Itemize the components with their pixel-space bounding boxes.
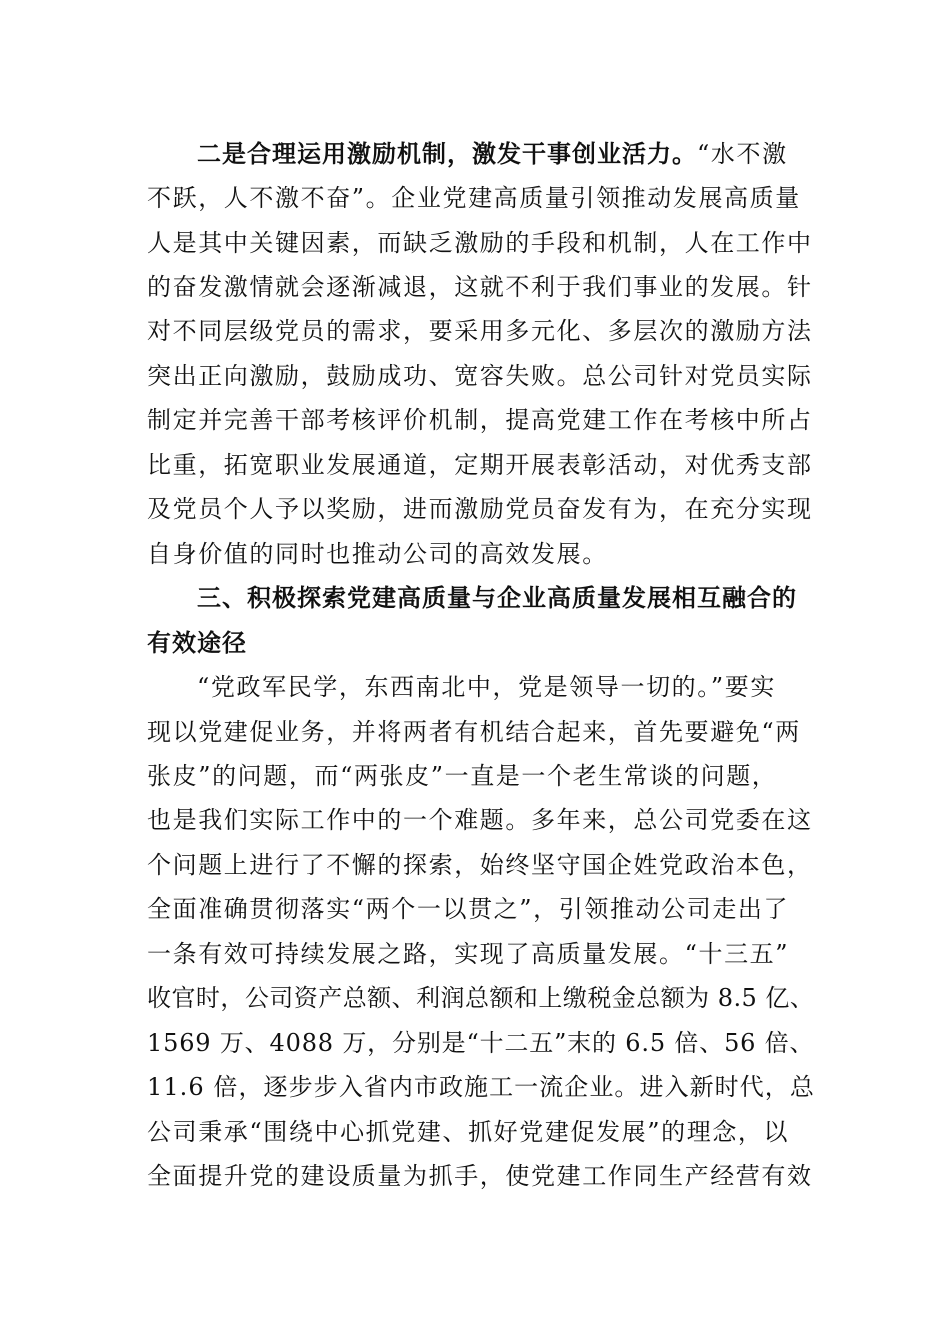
paragraph-2-line-1: “党政军民学，东西南北中，党是领导一切的。”要实 (197, 673, 776, 701)
paragraph-2-line-12: 全面提升党的建设质量为抓手，使党建工作同生产经营有效 (147, 1162, 813, 1190)
paragraph-2-line-9: 1569 万、4088 万，分别是“十二五”末的 6.5 倍、56 倍、 (147, 1029, 815, 1057)
section-heading-line-2: 有效途径 (147, 629, 247, 657)
paragraph-1-line-2: 不跃，人不激不奋”。企业党建高质量引领推动发展高质量 (147, 184, 801, 212)
paragraph-2-line-7: 一条有效可持续发展之路，实现了高质量发展。“十三五” (147, 940, 790, 968)
paragraph-1-line-4: 的奋发激情就会逐渐减退，这就不利于我们事业的发展。针 (147, 273, 813, 301)
paragraph-2-line-5: 个问题上进行了不懈的探索，始终坚守国企姓党政治本色， (147, 851, 813, 879)
paragraph-2-line-2: 现以党建促业务，并将两者有机结合起来，首先要避免“两 (147, 718, 801, 746)
section-heading-line-1: 三、积极探索党建高质量与企业高质量发展相互融合的 (197, 584, 797, 612)
paragraph-1-line-10: 自身价值的同时也推动公司的高效发展。 (147, 540, 608, 568)
paragraph-1-line-9: 及党员个人予以奖励，进而激励党员奋发有为，在充分实现 (147, 495, 813, 523)
paragraph-1-line-1-text: “水不激 (697, 140, 788, 168)
paragraph-2-line-8: 收官时，公司资产总额、利润总额和上缴税金总额为 8.5 亿、 (147, 984, 815, 1012)
paragraph-2-line-3: 张皮”的问题，而“两张皮”一直是一个老生常谈的问题， (147, 762, 778, 790)
paragraph-1-line-6: 突出正向激励，鼓励成功、宽容失败。总公司针对党员实际 (147, 362, 813, 390)
paragraph-1-line-3: 人是其中关键因素，而缺乏激励的手段和机制，人在工作中 (147, 229, 813, 257)
paragraph-1-line-1 (197, 137, 788, 171)
paragraph-1-line-5: 对不同层级党员的需求，要采用多元化、多层次的激励方法 (147, 317, 813, 345)
paragraph-2-line-4: 也是我们实际工作中的一个难题。多年来，总公司党委在这 (147, 806, 813, 834)
paragraph-1-line-7: 制定并完善干部考核评价机制，提高党建工作在考核中所占 (147, 406, 813, 434)
paragraph-2-line-10: 11.6 倍，逐步步入省内市政施工一流企业。进入新时代，总 (147, 1073, 815, 1101)
paragraph-2-line-11: 公司秉承“围绕中心抓党建、抓好党建促发展”的理念，以 (147, 1118, 790, 1146)
paragraph-2-line-6: 全面准确贯彻落实“两个一以贯之”，引领推动公司走出了 (147, 895, 790, 923)
paragraph-1-lead-sentence: 二是合理运用激励机制，激发干事创业活力。 (197, 140, 697, 168)
paragraph-1-line-8: 比重，拓宽职业发展通道，定期开展表彰活动，对优秀支部 (147, 451, 813, 479)
